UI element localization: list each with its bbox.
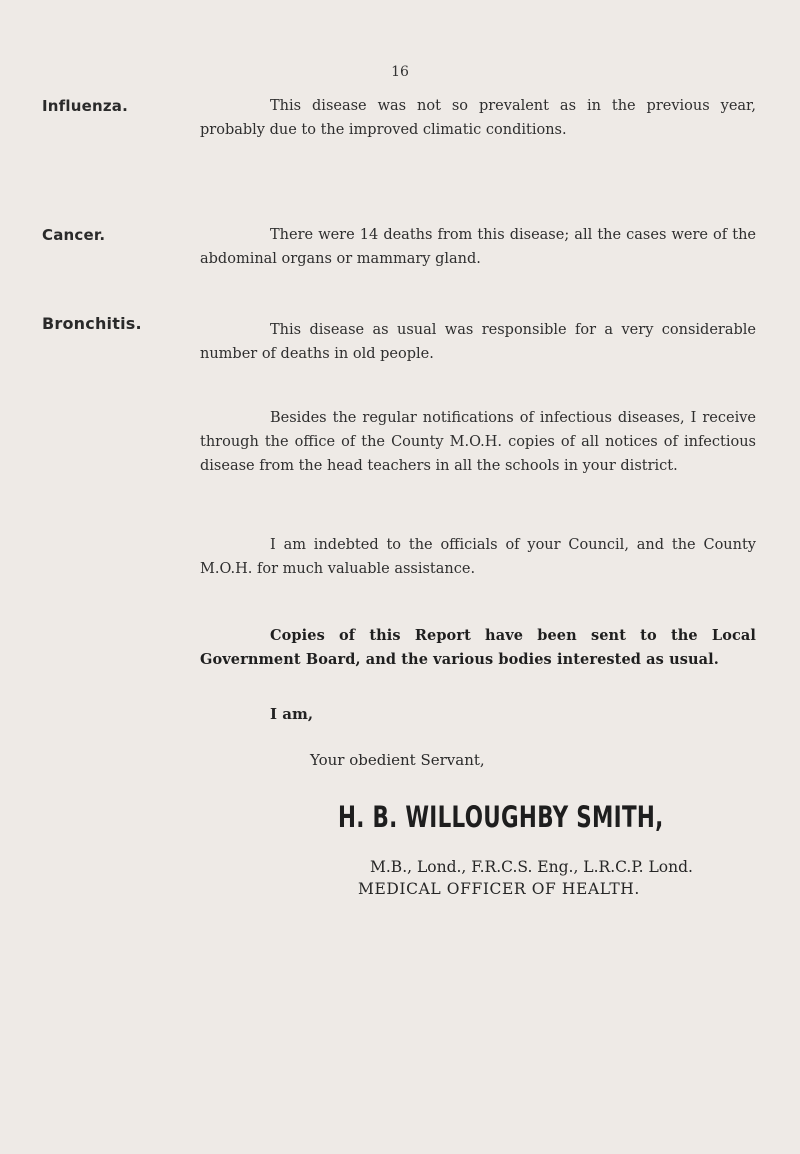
paragraph-bronchitis	[200, 318, 756, 366]
signature-name: H. B. WILLOUGHBY SMITH,	[338, 800, 664, 834]
paragraph-influenza	[200, 94, 756, 142]
heading-bronchitis: Bronchitis.	[42, 314, 142, 333]
paragraph-influenza-text: This disease was not so prevalent as in the previous year, probably due to the improved climatic conditions.	[200, 98, 756, 138]
paragraph-indebted	[200, 533, 756, 581]
paragraph-notifications-text: Besides the regular notifications of infectious diseases, I receive through the office of the County M.O.H. copies of all notices of infectious disease from the head teachers in all the schools in your district.	[200, 410, 756, 474]
page-number: 16	[391, 64, 409, 80]
closing-salutation: I am,	[270, 705, 314, 723]
paragraph-bronchitis-text: This disease as usual was responsible for a very considerable number of deaths in old people.	[200, 322, 756, 362]
paragraph-indebted-text: I am indebted to the officials of your Council, and the County M.O.H. for much valuable assistance.	[200, 537, 756, 577]
signature-qualifications: M.B., Lond., F.R.C.S. Eng., L.R.C.P. Lond.	[370, 858, 693, 876]
heading-cancer: Cancer.	[42, 226, 106, 244]
paragraph-notifications	[200, 406, 756, 478]
heading-influenza: Influenza.	[42, 97, 129, 115]
signature-title: MEDICAL OFFICER OF HEALTH.	[358, 880, 640, 898]
closing-servant: Your obedient Servant,	[310, 751, 485, 769]
paragraph-copies	[200, 624, 756, 672]
paragraph-cancer	[200, 223, 756, 271]
paragraph-copies-text: Copies of this Report have been sent to the Local Government Board, and the various bodies interested as usual.	[200, 627, 756, 668]
paragraph-cancer-text: There were 14 deaths from this disease; all the cases were of the abdominal organs or mammary gland.	[200, 227, 756, 267]
